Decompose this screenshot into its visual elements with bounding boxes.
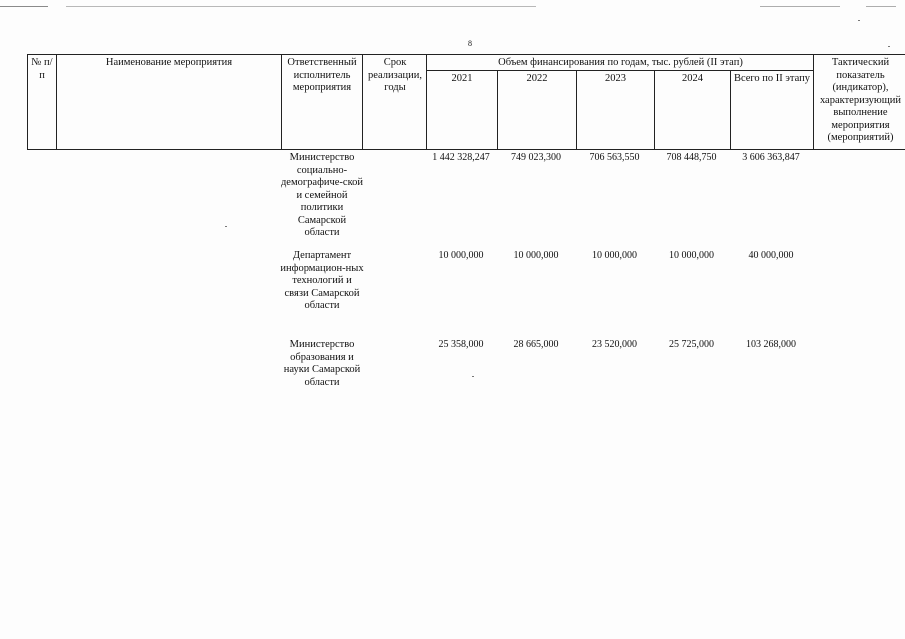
header-year-2022: 2022 <box>526 73 548 84</box>
scan-speck <box>472 376 474 377</box>
header-year-2024: 2024 <box>682 73 703 84</box>
row-value-2023: 706 563,550 <box>589 152 640 163</box>
row-executor: Министерство образования и науки Самарской области <box>283 339 361 388</box>
row-executor: Департамент информацион-ных технологий и связи Самарской области <box>280 250 364 311</box>
row-value-2024: 25 725,000 <box>669 339 714 350</box>
header-no: № п/п <box>31 57 53 81</box>
header-term: Срок реализации, годы <box>368 57 422 93</box>
row-executor: Министерство социально-демографиче-ской и семейной политики Самарской области <box>280 152 364 238</box>
header-name: Наименование мероприятия <box>105 57 233 68</box>
header-year-2021: 2021 <box>451 73 473 84</box>
header-indicator: Тактический показатель (индикатор), характеризующий выполнение мероприятия (мероприятий) <box>819 57 902 143</box>
row-value-2024: 10 000,000 <box>669 250 714 261</box>
row-value-2023: 23 520,000 <box>592 339 637 350</box>
row-value-2022: 28 665,000 <box>513 339 559 350</box>
scan-artifact-line <box>866 6 896 7</box>
row-value-2024: 708 448,750 <box>666 152 717 163</box>
row-value-2022: 10 000,000 <box>513 250 559 261</box>
row-value-2023: 10 000,000 <box>592 250 637 261</box>
row-value-2021: 10 000,000 <box>438 250 484 261</box>
header-year-2023: 2023 <box>605 73 626 84</box>
row-value-2022: 749 023,300 <box>511 152 561 163</box>
row-value-2021: 25 358,000 <box>438 339 484 350</box>
header-executor: Ответственный исполнитель мероприятия <box>287 57 357 93</box>
scan-artifact-line <box>66 6 536 7</box>
scan-speck <box>225 226 227 227</box>
scan-artifact-line <box>0 6 48 7</box>
header-table <box>27 54 905 150</box>
header-funding-group: Объем финансирования по годам, тыс. рублей (II этап) <box>498 57 743 68</box>
page-number: 8 <box>468 39 472 48</box>
scan-speck <box>858 20 860 21</box>
row-value-total: 3 606 363,847 <box>742 152 800 163</box>
row-value-total: 103 268,000 <box>746 339 796 350</box>
scan-artifact-line <box>760 6 840 7</box>
scan-speck <box>888 46 890 47</box>
row-value-2021: 1 442 328,247 <box>432 152 490 163</box>
row-value-total: 40 000,000 <box>748 250 794 261</box>
header-total: Всего по II этапу <box>733 73 811 84</box>
